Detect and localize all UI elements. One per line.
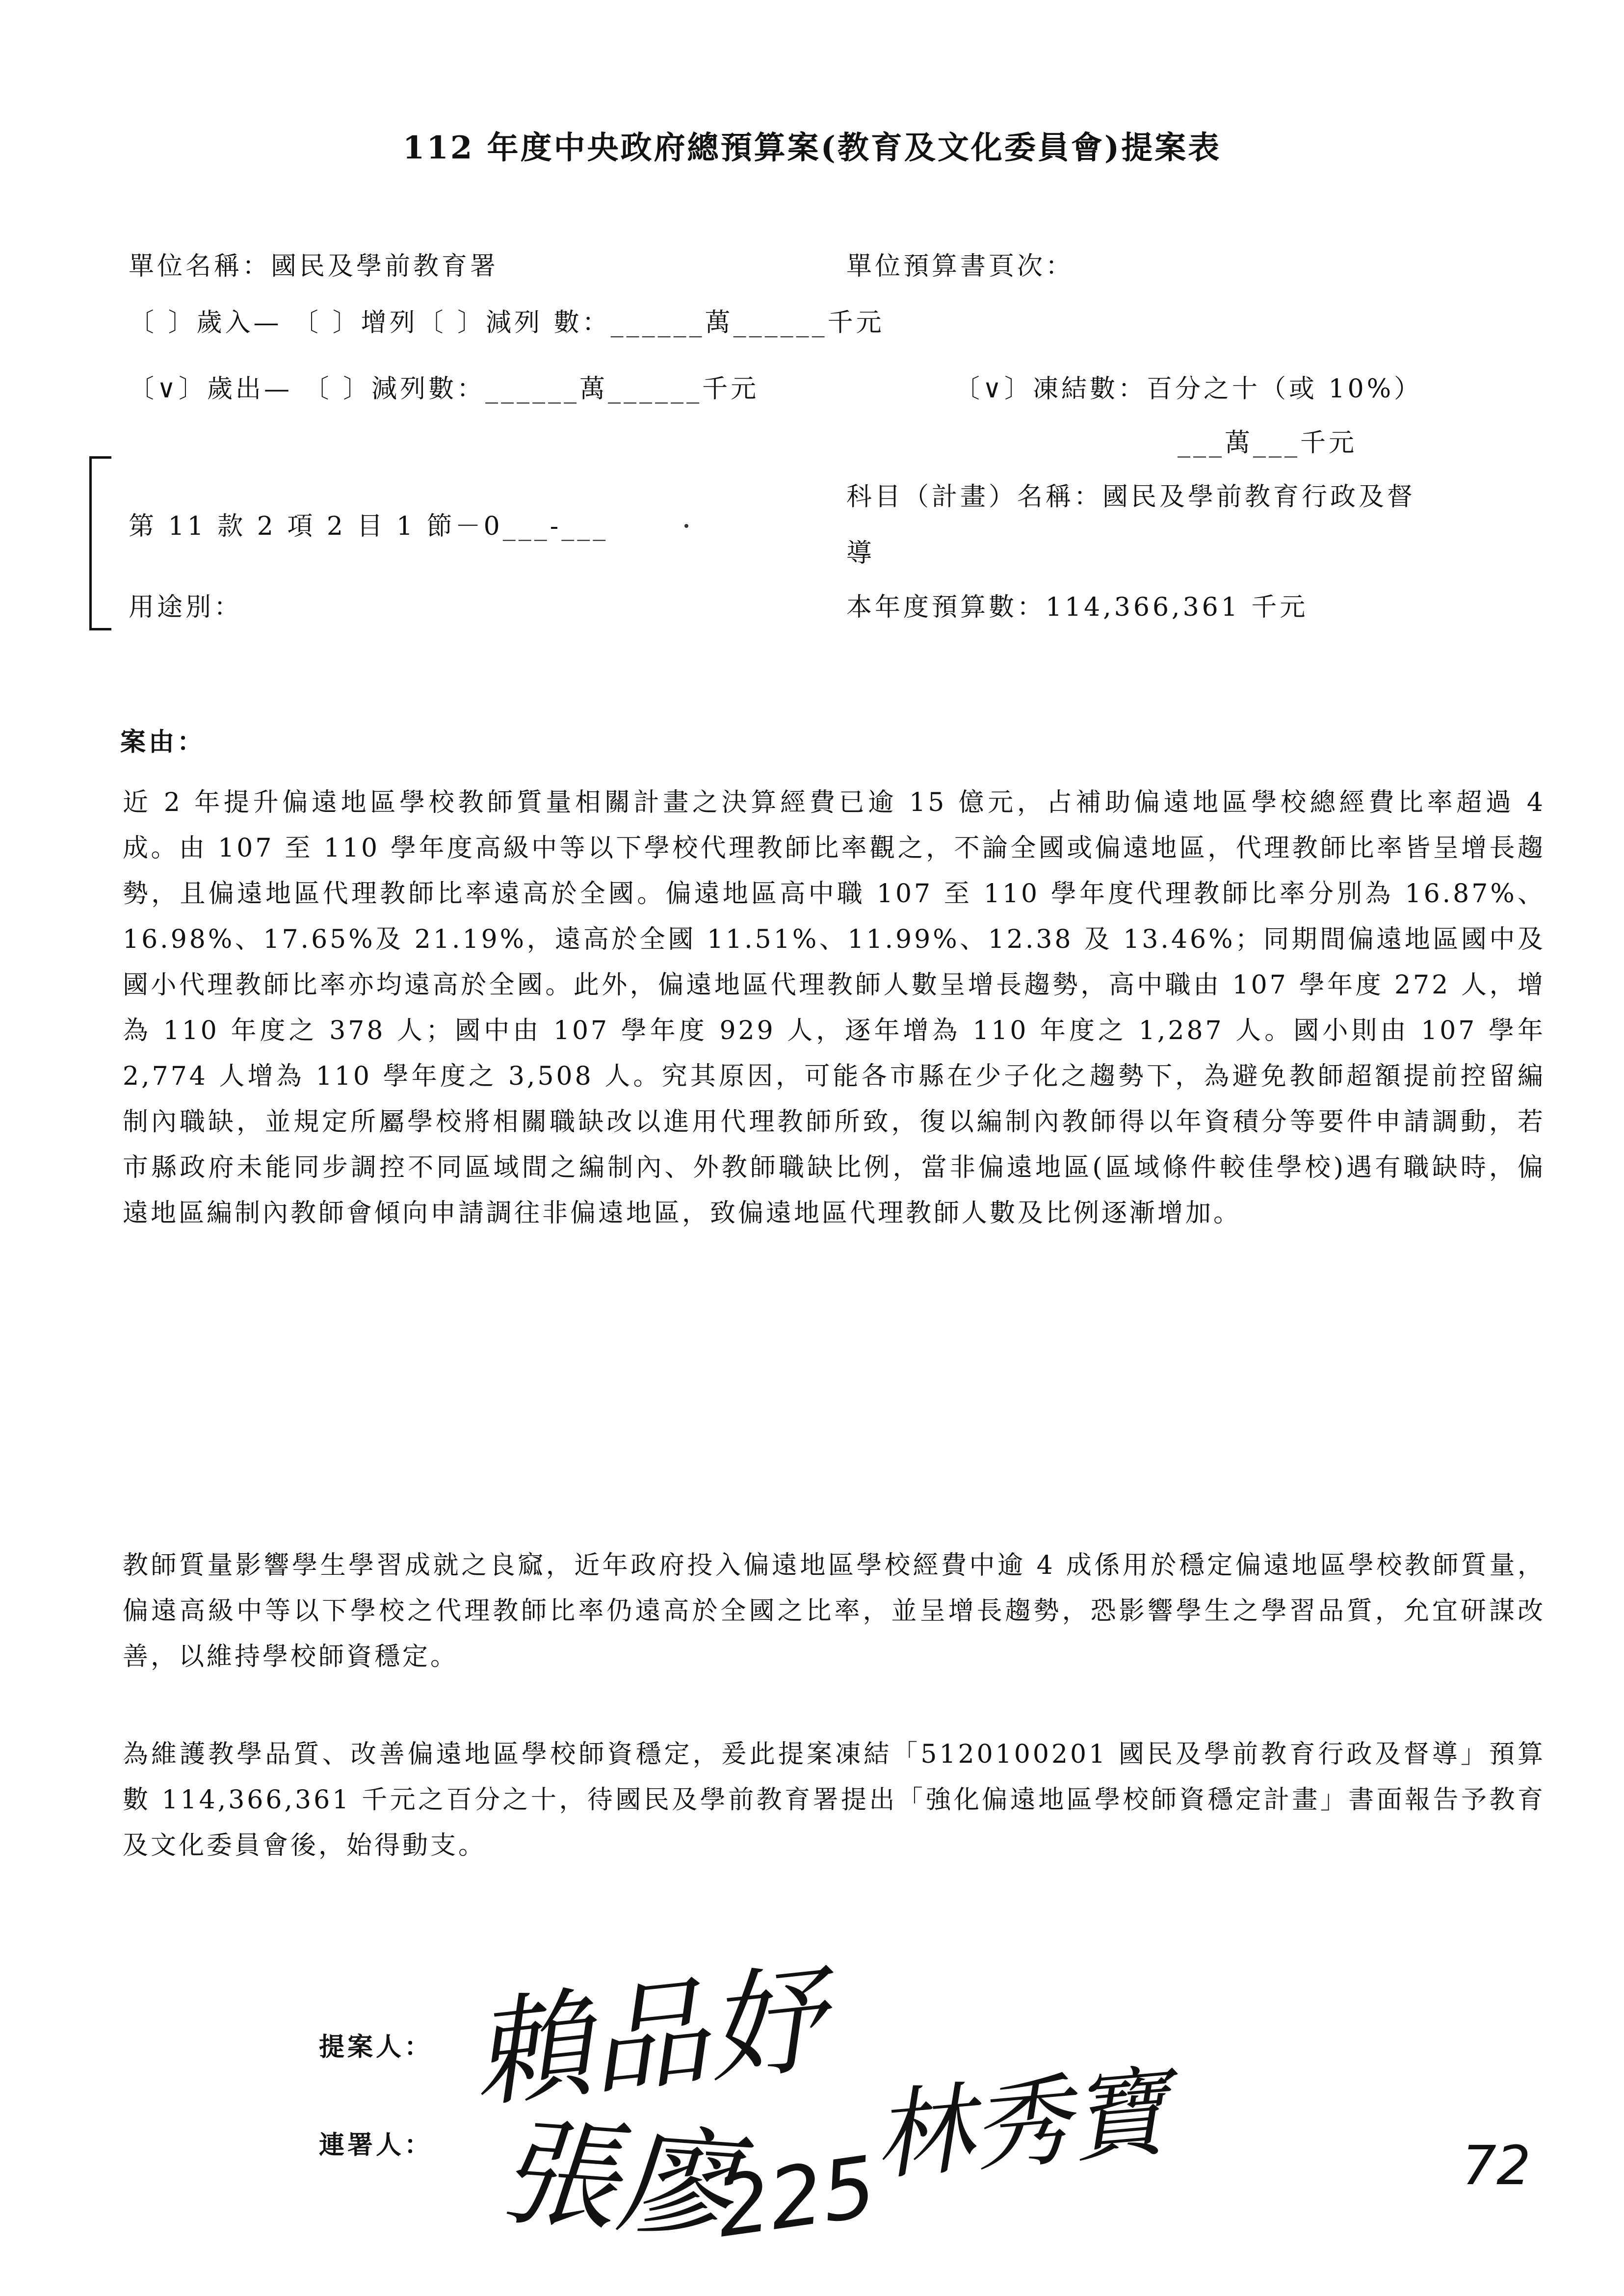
unit-name: 單位名稱：國民及學前教育署 — [129, 252, 499, 281]
cosigner-label: 連署人： — [319, 2130, 433, 2160]
account-code: 第 11 款 2 項 2 目 1 節－0___-___ — [129, 512, 609, 541]
proposer-label: 提案人： — [319, 2032, 433, 2062]
freeze-amount: ___萬___千元 — [1178, 428, 1358, 458]
expense-line: 〔∨〕歲出— 〔 〕減列數：______萬______千元 — [129, 374, 760, 404]
reason-label: 案由： — [120, 727, 206, 757]
account-bracket — [89, 456, 111, 630]
budget-amount: 本年度預算數：114,366,361 千元 — [846, 593, 1309, 622]
reason-paragraph-3: 為維護教學品質、改善偏遠地區學校師資穩定，爰此提案凍結「5120100201 國民及學前教育行政及督導」預算數 114,366,361 千元之百分之十，待國民及學前教育署提出「強化偏遠地區學校師資穩定計畫」書面報告予教育及文化委員會後，始得動支。 — [123, 1740, 1545, 1860]
reason-paragraph-2: 教師質量影響學生學習成就之良窳，近年政府投入偏遠地區學校經費中逾 4 成係用於穩定偏遠地區學校教師質量，偏遠高級中等以下學校之代理教師比率仍遠高於全國之比率，並呈增長趨勢，恐影響學生之學習品質，允宜研謀改善，以維持學校師資穩定。 — [123, 1551, 1545, 1671]
page-number: 72 — [1462, 2134, 1531, 2197]
page-title: 112 年度中央政府總預算案(教育及文化委員會)提案表 — [402, 130, 1222, 166]
proposer-signature: 賴品妤 — [466, 1951, 832, 2124]
speck — [684, 524, 688, 528]
cosigner-signature-1: 張廖 — [495, 2103, 740, 2257]
subject-name-cont: 導 — [846, 539, 875, 568]
reason-paragraph-1: 近 2 年提升偏遠地區學校教師質量相關計畫之決算經費已逾 15 億元，占補助偏遠地區學校總經費比率超過 4 成。由 107 至 110 學年度高級中等以下學校代理教師比率觀之，不論全國或偏遠地區，代理教師比率皆呈增長趨勢，且偏遠地區代理教師比率遠高於全國。偏遠地區高中職 107 至 110 學年度代理教師比率分別為 16.87%、16.98%、17.65%及 21.19%，遠高於全國 11.51%、11.99%、12.38 及 13.46%；同期間偏遠地區國中及國小代理教師比率亦均遠高於全國。此外，偏遠地區代理教師人數呈增長趨勢，高中職由 107 學年度 272 人，增為 110 年度之 378 人；國中由 107 學年度 929 人，逐年增為 110 年度之 1,287 人。國小則由 107 學年 2,774 人增為 110 學年度之 3,508 人。究其原因，可能各市縣在少子化之趨勢下，為避免教師超額提前控留編制內職缺，並規定所屬學校將相關職缺改以進用代理教師所致，復以編制內教師得以年資積分等要件申請調動，若市縣政府未能同步調控不同區域間之編制內、外教師職缺比例，當非偏遠地區(區域條件較佳學校)遇有職缺時，偏遠地區編制內教師會傾向申請調往非偏遠地區，致偏遠地區代理教師人數及比例逐漸增加。 — [123, 788, 1545, 1228]
freeze-line: 〔∨〕凍結數：百分之十（或 10%） — [954, 374, 1423, 404]
income-line: 〔 〕歲入— 〔 〕增列〔 〕減列 數：______萬______千元 — [129, 308, 885, 338]
signature-number: 225 — [710, 2138, 882, 2257]
cosigner-signature-2: 林秀寶 — [869, 2055, 1173, 2194]
purpose-label: 用途別： — [129, 593, 243, 622]
unit-budget-page: 單位預算書頁次： — [846, 252, 1074, 281]
subject-name: 科目（計畫）名稱：國民及學前教育行政及督 — [846, 482, 1416, 512]
